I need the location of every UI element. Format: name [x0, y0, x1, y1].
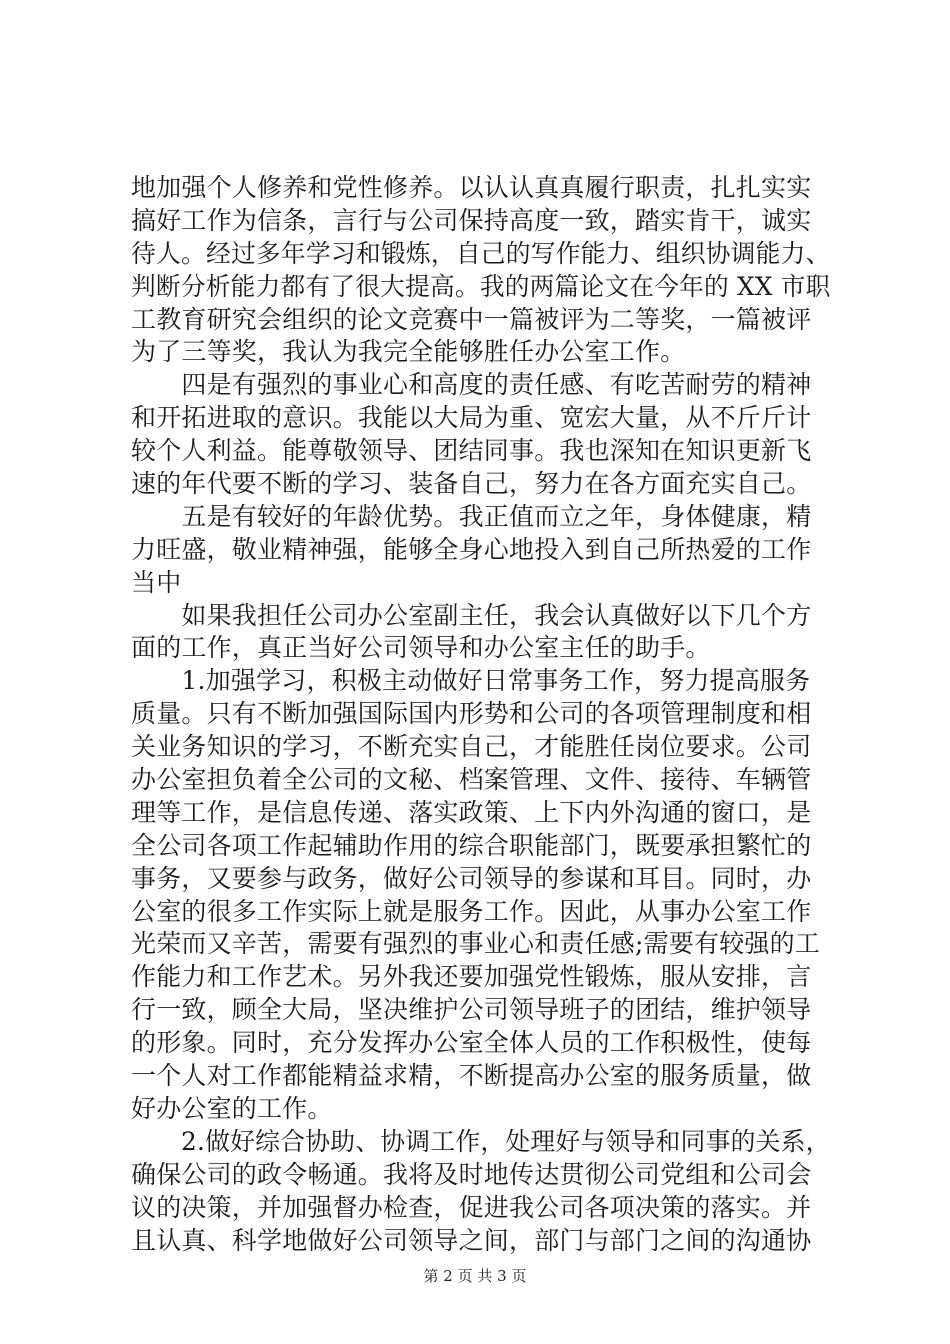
- text-line: 五是有较好的年龄优势。我正值而立之年，身体健康，精: [131, 501, 812, 531]
- page-footer: 第 2 页 共 3 页: [423, 1267, 527, 1285]
- text-line: 行一致，顾全大局，坚决维护公司领导班子的团结，维护领导: [131, 995, 812, 1025]
- text-line: 搞好工作为信条，言行与公司保持高度一致，踏实肯干，诚实: [131, 205, 812, 235]
- text-line: 全公司各项工作起辅助作用的综合职能部门，既要承担繁忙的: [131, 830, 812, 860]
- text-line: 办公室担负着全公司的文秘、档案管理、文件、接待、车辆管: [131, 765, 812, 795]
- text-line: 较个人利益。能尊敬领导、团结同事。我也深知在知识更新飞: [131, 436, 812, 466]
- text-line: 2.做好综合协助、协调工作，处理好与领导和同事的关系，: [131, 1126, 831, 1156]
- text-line: 公室的很多工作实际上就是服务工作。因此，从事办公室工作: [131, 896, 812, 926]
- document-body: [131, 172, 831, 1257]
- text-line: 议的决策，并加强督办检查，促进我公司各项决策的落实。并: [131, 1192, 812, 1222]
- text-line: 作能力和工作艺术。另外我还要加强党性锻炼，服从安排，言: [131, 962, 812, 992]
- text-line: 速的年代要不断的学习、装备自己，努力在各方面充实自己。: [131, 469, 812, 499]
- text-line: 确保公司的政令畅通。我将及时地传达贯彻公司党组和公司会: [131, 1159, 812, 1189]
- text-line: 如果我担任公司办公室副主任，我会认真做好以下几个方: [131, 600, 812, 630]
- text-line: 地加强个人修养和党性修养。以认认真真履行职责，扎扎实实: [131, 173, 812, 202]
- text-line: 事务，又要参与政务，做好公司领导的参谋和耳目。同时，办: [131, 863, 812, 893]
- text-line: 当中: [131, 567, 182, 597]
- text-line: 待人。经过多年学习和锻炼，自己的写作能力、组织协调能力、: [131, 238, 831, 268]
- text-line: 理等工作，是信息传递、落实政策、上下内外沟通的窗口，是: [131, 797, 812, 827]
- text-line: 为了三等奖，我认为我完全能够胜任办公室工作。: [131, 337, 686, 367]
- text-line: 判断分析能力都有了很大提高。我的两篇论文在今年的 XX 市职: [131, 271, 831, 301]
- text-line: 的形象。同时，充分发挥办公室全体人员的工作积极性，使每: [131, 1028, 812, 1058]
- text-line: 力旺盛，敬业精神强，能够全身心地投入到自己所热爱的工作: [131, 534, 812, 564]
- text-line: 好办公室的工作。: [131, 1093, 333, 1123]
- text-line: 质量。只有不断加强国际国内形势和公司的各项管理制度和相: [131, 699, 812, 729]
- text-line: 和开拓进取的意识。我能以大局为重、宽宏大量，从不斤斤计: [131, 403, 812, 433]
- text-line: 一个人对工作都能精益求精，不断提高办公室的服务质量，做: [131, 1061, 812, 1091]
- text-line: 工教育研究会组织的论文竞赛中一篇被评为二等奖，一篇被评: [131, 304, 812, 334]
- text-line: 面的工作，真正当好公司领导和办公室主任的助手。: [131, 633, 711, 663]
- text-line: 关业务知识的学习，不断充实自己，才能胜任岗位要求。公司: [131, 732, 812, 762]
- text-line: 且认真、科学地做好公司领导之间，部门与部门之间的沟通协: [131, 1225, 812, 1255]
- text-line: 光荣而又辛苦，需要有强烈的事业心和责任感;需要有较强的工: [131, 929, 821, 959]
- text-line: 四是有强烈的事业心和高度的责任感、有吃苦耐劳的精神: [131, 370, 812, 400]
- text-line: 1.加强学习，积极主动做好日常事务工作，努力提高服务: [131, 666, 811, 696]
